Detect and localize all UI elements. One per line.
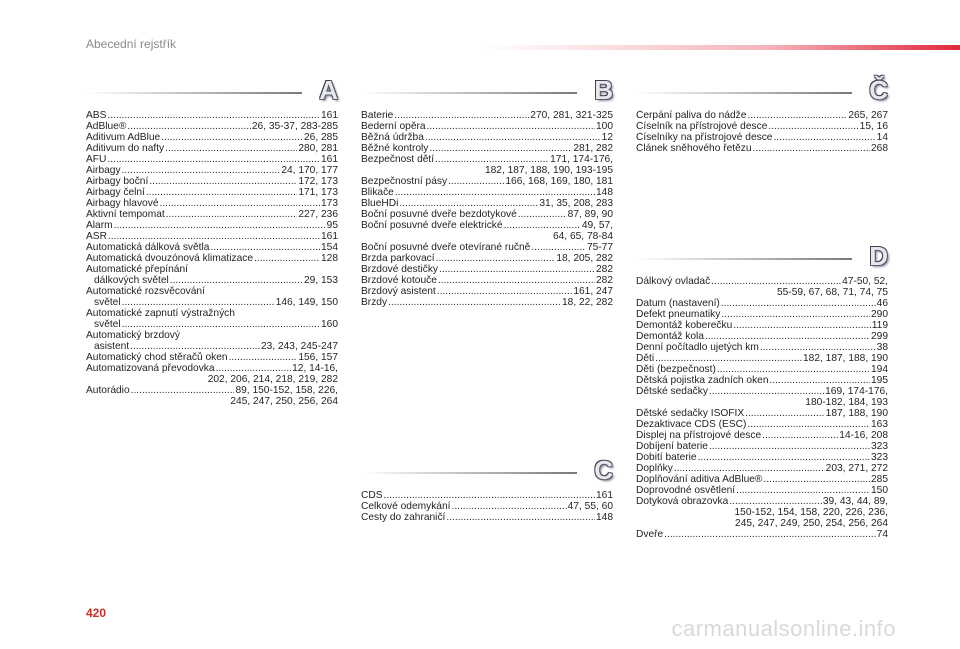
index-entry: [86, 187, 338, 198]
index-entry: [636, 276, 888, 287]
entry-pages: 160: [321, 319, 338, 330]
entry-term: Aditivum do nafty: [86, 143, 165, 154]
section-a: [86, 75, 338, 407]
entry-pages: 38: [876, 342, 888, 353]
section-letter: B: [594, 75, 613, 105]
index-entry: [636, 463, 888, 474]
leader-dots: [114, 220, 326, 231]
entry-term: Brzda parkovací: [361, 253, 435, 264]
entry-pages: 39, 43, 44, 89,: [822, 496, 888, 507]
index-entry: [361, 110, 613, 121]
index-entry: [86, 297, 338, 308]
entry-pages: 161: [596, 490, 613, 501]
leader-dots: [446, 512, 595, 523]
index-entry: [361, 187, 613, 198]
entry-pages: 194: [871, 364, 888, 375]
entry-pages: 161: [321, 231, 338, 242]
leader-dots: [229, 352, 298, 363]
entry-term: Děti: [636, 353, 655, 364]
entry-term: Brzdové kotouče: [361, 275, 437, 286]
entry-pages: 14-16, 208: [839, 430, 888, 441]
section-c: [361, 455, 613, 523]
entry-term: AdBlue®: [86, 121, 127, 132]
entry-pages: 173: [321, 198, 338, 209]
index-entry: [361, 242, 613, 253]
section-letter: D: [869, 241, 888, 271]
leader-dots: [127, 121, 251, 132]
entry-term: Defekt pneumatiky: [636, 309, 721, 320]
entry-term: Automatická dálková světla: [86, 242, 210, 253]
leader-dots: [747, 110, 847, 121]
index-entry: [361, 121, 613, 132]
entry-pages: 23, 243, 245-247: [260, 341, 338, 352]
entry-pages: 146, 149, 150: [275, 297, 338, 308]
leader-dots: [170, 275, 303, 286]
leader-dots: [399, 198, 538, 209]
index-entry: [361, 154, 613, 165]
index-entry: [636, 419, 888, 430]
entry-pages-continued: 150-152, 154, 158, 220, 226, 236,: [734, 507, 888, 518]
leader-dots: [161, 132, 303, 143]
entry-term: AFU: [86, 154, 107, 165]
entry-pages: 89, 150-152, 158, 226,: [235, 385, 338, 396]
entry-term: Bezpečnostní pásy: [361, 176, 448, 187]
index-entry: [636, 320, 888, 331]
index-entry: [86, 231, 338, 242]
index-entry: [636, 132, 888, 143]
leader-dots: [122, 297, 275, 308]
section-divider-line: [636, 258, 852, 260]
entry-pages-continued: 55-59, 67, 68, 71, 74, 75: [776, 287, 888, 298]
index-entry: [86, 385, 338, 396]
index-entry: [636, 110, 888, 121]
entry-pages: 161: [321, 154, 338, 165]
entry-pages: 100: [596, 121, 613, 132]
section-d: [636, 241, 888, 540]
entry-pages-continued: 245, 247, 250, 256, 264: [230, 396, 338, 407]
entry-term: Boční posuvné dveře bezdotykové: [361, 209, 517, 220]
leader-dots: [451, 501, 566, 512]
entry-term: Číselníky na přístrojové desce: [636, 132, 773, 143]
entry-term: Bederní opěra: [361, 121, 426, 132]
leader-dots: [698, 452, 870, 463]
index-entry: [86, 275, 338, 286]
leader-dots: [210, 242, 320, 253]
leader-dots: [427, 121, 595, 132]
entry-term: Aditivum AdBlue: [86, 132, 161, 143]
index-entry: [361, 176, 613, 187]
leader-dots: [165, 143, 297, 154]
index-entry: [86, 341, 338, 352]
leader-dots: [531, 242, 586, 253]
entry-pages: 182, 187, 188, 190: [803, 353, 888, 364]
index-entry: [86, 220, 338, 231]
header-accent-bar: [480, 45, 960, 50]
leader-dots: [254, 253, 320, 264]
entry-pages: 31, 35, 208, 283: [539, 198, 613, 209]
index-entry: [86, 253, 338, 264]
entry-term: Boční posuvné dveře otevírané ručně: [361, 242, 531, 253]
leader-dots: [160, 198, 321, 209]
entry-term: Airbagy čelní: [86, 187, 145, 198]
entry-pages-continued: 245, 247, 249, 250, 254, 256, 264: [735, 518, 888, 529]
section-letter: Č: [869, 75, 888, 105]
index-entry: [636, 452, 888, 463]
entry-term: Airbagy: [86, 165, 121, 176]
index-entry: [361, 132, 613, 143]
entry-term: Brzdový asistent: [361, 286, 436, 297]
section-ch: [636, 75, 888, 154]
index-entry: [636, 408, 888, 419]
leader-dots: [745, 408, 825, 419]
entry-term: Doplňování aditiva AdBlue®: [636, 474, 763, 485]
entry-pages: 95: [326, 220, 338, 231]
leader-dots: [149, 176, 297, 187]
entry-pages: 166, 168, 169, 180, 181: [505, 176, 613, 187]
leader-dots: [664, 529, 875, 540]
entry-pages: 265, 267: [848, 110, 888, 121]
entry-pages: 18, 205, 282: [556, 253, 613, 264]
index-entry: [361, 297, 613, 308]
leader-dots: [122, 319, 320, 330]
entry-pages: 47-50, 52,: [842, 276, 888, 287]
entry-term: ABS: [86, 110, 107, 121]
entry-subterm: asistent: [94, 341, 130, 352]
entry-term: Airbagy boční: [86, 176, 149, 187]
entry-term: Baterie: [361, 110, 394, 121]
entry-subterm: světel: [94, 297, 121, 308]
entry-pages: 148: [596, 512, 613, 523]
leader-dots: [655, 353, 802, 364]
leader-dots: [436, 253, 556, 264]
index-entry: [636, 309, 888, 320]
entry-term: Denní počítadlo ujetých km: [636, 342, 759, 353]
leader-dots: [711, 276, 841, 287]
index-header-title: Abecední rejstřík: [86, 37, 177, 51]
leader-dots: [770, 375, 870, 386]
entry-pages: 163: [871, 419, 888, 430]
entry-pages: 171, 174-176,: [550, 154, 613, 165]
entry-pages: 161: [321, 110, 338, 121]
leader-dots: [736, 485, 870, 496]
entry-term: Brzdy: [361, 297, 388, 308]
entry-term: Demontáž koberečku: [636, 320, 733, 331]
index-entry: [86, 352, 338, 363]
leader-dots: [762, 430, 838, 441]
index-entry-heading: Automatický brzdový: [86, 330, 180, 341]
entry-pages: 268: [871, 143, 888, 154]
entry-term: Dětské sedačky ISOFIX: [636, 408, 745, 419]
leader-dots: [760, 342, 876, 353]
entry-pages: 323: [871, 452, 888, 463]
entry-term: Displej na přístrojové desce: [636, 430, 762, 441]
entry-term: BlueHDi: [361, 198, 399, 209]
leader-dots: [729, 496, 822, 507]
entry-pages: 29, 153: [304, 275, 338, 286]
index-entry: [86, 319, 338, 330]
entry-term: Dotyková obrazovka: [636, 496, 729, 507]
index-entry: [636, 331, 888, 342]
index-entry: [636, 353, 888, 364]
leader-dots: [131, 385, 235, 396]
entry-pages: 150: [871, 485, 888, 496]
entry-pages: 74: [876, 529, 888, 540]
leader-dots: [425, 132, 601, 143]
index-entry: [86, 242, 338, 253]
entry-pages: 299: [871, 331, 888, 342]
entry-term: Dětské sedačky: [636, 386, 708, 397]
leader-dots: [107, 110, 320, 121]
entry-term: Běžná údržba: [361, 132, 424, 143]
entry-pages: 12, 14-16,: [292, 363, 338, 374]
entry-pages-continued: 182, 187, 188, 190, 193-195: [484, 165, 613, 176]
index-entry: [361, 275, 613, 286]
leader-dots: [216, 363, 292, 374]
leader-dots: [146, 187, 297, 198]
watermark: carmanualsonline.info: [671, 616, 896, 641]
index-entry: [636, 529, 888, 540]
leader-dots: [705, 331, 870, 342]
index-entry: [86, 143, 338, 154]
entry-term: Alarm: [86, 220, 113, 231]
entry-pages: 18, 22, 282: [562, 297, 613, 308]
leader-dots: [717, 364, 870, 375]
entry-pages: 49, 57,: [581, 220, 613, 231]
entry-subterm: světel: [94, 319, 121, 330]
section-header: [361, 75, 613, 110]
entry-term: Číselník na přístrojové desce: [636, 121, 768, 132]
leader-dots: [721, 309, 870, 320]
index-entry: [86, 363, 338, 374]
index-entry-heading: Automatické zapnutí výstražných: [86, 308, 235, 319]
index-entry: [361, 501, 613, 512]
entry-term: Automatizovaná převodovka: [86, 363, 215, 374]
entry-term: Aktivní tempomat: [86, 209, 165, 220]
section-header: [86, 75, 338, 110]
leader-dots: [435, 154, 549, 165]
index-entry: [86, 176, 338, 187]
section-divider-line: [86, 92, 302, 94]
section-divider-line: [361, 472, 577, 474]
index-entry: [361, 220, 613, 231]
index-entry: [636, 121, 888, 132]
entry-term: Automatická dvouzónová klimatizace: [86, 253, 254, 264]
leader-dots: [130, 341, 260, 352]
entry-pages: 154: [321, 242, 338, 253]
entry-pages: 24, 170, 177: [281, 165, 338, 176]
index-entry: [86, 154, 338, 165]
leader-dots: [773, 132, 875, 143]
entry-pages: 46: [876, 298, 888, 309]
index-entry-heading: Automatické rozsvěcování: [86, 286, 205, 297]
entry-pages: 187, 188, 190: [825, 408, 888, 419]
leader-dots: [395, 187, 595, 198]
leader-dots: [448, 176, 504, 187]
index-entry: [86, 110, 338, 121]
entry-term: Cesty do zahraničí: [361, 512, 446, 523]
index-entry: [636, 430, 888, 441]
entry-pages: 172, 173: [298, 176, 338, 187]
index-entry: [86, 165, 338, 176]
entry-pages: 87, 89, 90: [567, 209, 613, 220]
entry-pages-continued: 64, 65, 78-84: [552, 231, 613, 242]
entry-pages: 280, 281: [298, 143, 338, 154]
entry-pages: 156, 157: [298, 352, 338, 363]
index-entry: [636, 143, 888, 154]
entry-pages: 171, 173: [298, 187, 338, 198]
entry-term: Autorádio: [86, 385, 130, 396]
index-entry: [636, 386, 888, 397]
entry-term: Dveře: [636, 529, 664, 540]
entry-term: Demontáž kola: [636, 331, 704, 342]
leader-dots: [747, 419, 870, 430]
index-entry: [361, 198, 613, 209]
entry-term: Čerpání paliva do nádže: [636, 110, 747, 121]
entry-term: Airbagy hlavové: [86, 198, 159, 209]
entry-term: Boční posuvné dveře elektrické: [361, 220, 503, 231]
leader-dots: [721, 298, 876, 309]
index-entry: [361, 512, 613, 523]
section-letter: C: [594, 455, 613, 485]
leader-dots: [437, 286, 573, 297]
entry-term: Blikače: [361, 187, 394, 198]
entry-pages: 148: [596, 187, 613, 198]
section-letter: A: [319, 75, 338, 105]
entry-term: Článek sněhového řetězu: [636, 143, 752, 154]
section-header: [361, 455, 613, 490]
entry-pages: 15, 16: [859, 121, 888, 132]
section-b: [361, 75, 613, 308]
entry-pages: 169, 174-176,: [825, 386, 888, 397]
entry-term: Bezpečnost dětí: [361, 154, 435, 165]
leader-dots: [166, 209, 298, 220]
entry-term: Doplňky: [636, 463, 673, 474]
leader-dots: [768, 121, 858, 132]
index-entry: [361, 286, 613, 297]
entry-pages: 323: [871, 441, 888, 452]
index-entry: [636, 364, 888, 375]
index-entry: [636, 496, 888, 507]
entry-term: Běžné kontroly: [361, 143, 429, 154]
index-entry: [86, 209, 338, 220]
entry-term: CDS: [361, 490, 383, 501]
entry-pages: 119: [871, 320, 888, 331]
leader-dots: [674, 463, 825, 474]
leader-dots: [763, 474, 870, 485]
entry-term: Dětská pojistka zadních oken: [636, 375, 769, 386]
entry-term: Automatický chod stěračů oken: [86, 352, 228, 363]
leader-dots: [122, 165, 281, 176]
leader-dots: [518, 209, 567, 220]
section-divider-line: [636, 92, 852, 94]
leader-dots: [429, 143, 572, 154]
leader-dots: [107, 154, 320, 165]
index-entry: [86, 132, 338, 143]
leader-dots: [504, 220, 581, 231]
entry-subterm: dálkových světel: [94, 275, 169, 286]
entry-term: Brzdové destičky: [361, 264, 439, 275]
index-entry: [361, 264, 613, 275]
entry-term: ASR: [86, 231, 107, 242]
index-entry: [636, 441, 888, 452]
entry-pages: 128: [321, 253, 338, 264]
index-entry: [636, 485, 888, 496]
entry-term: Dobití baterie: [636, 452, 697, 463]
entry-pages-continued: 202, 206, 214, 218, 219, 282: [207, 374, 338, 385]
entry-pages: 203, 271, 272: [825, 463, 888, 474]
index-entry: [636, 474, 888, 485]
leader-dots: [753, 143, 870, 154]
entry-pages: 12: [601, 132, 613, 143]
leader-dots: [394, 110, 529, 121]
entry-pages: 282: [596, 275, 613, 286]
leader-dots: [709, 441, 870, 452]
index-entry: [636, 375, 888, 386]
entry-pages: 290: [871, 309, 888, 320]
entry-term: Dálkový ovladač: [636, 276, 711, 287]
index-entry: [361, 143, 613, 154]
entry-pages: 227, 236: [298, 209, 338, 220]
entry-pages: 195: [871, 375, 888, 386]
entry-pages: 270, 281, 321-325: [530, 110, 613, 121]
entry-pages-continued: 180-182, 184, 193: [805, 397, 888, 408]
section-divider-line: [361, 92, 577, 94]
leader-dots: [733, 320, 870, 331]
entry-pages: 26, 285: [304, 132, 338, 143]
index-entry-heading: Automatické přepínání: [86, 264, 188, 275]
entry-term: Dobíjení baterie: [636, 441, 708, 452]
section-header: [636, 75, 888, 110]
entry-pages: 75-77: [586, 242, 613, 253]
leader-dots: [108, 231, 320, 242]
entry-term: Datum (nastavení): [636, 298, 720, 309]
leader-dots: [438, 275, 595, 286]
index-entry: [636, 298, 888, 309]
entry-term: Děti (bezpečnost): [636, 364, 716, 375]
entry-pages: 285: [871, 474, 888, 485]
leader-dots: [709, 386, 824, 397]
leader-dots: [384, 490, 595, 501]
index-entry: [361, 209, 613, 220]
index-entry: [636, 342, 888, 353]
leader-dots: [388, 297, 561, 308]
entry-pages: 47, 55, 60: [567, 501, 613, 512]
index-entry: [86, 198, 338, 209]
entry-pages: 281, 282: [573, 143, 613, 154]
entry-pages: 282: [596, 264, 613, 275]
entry-pages: 26, 35-37, 283-285: [251, 121, 338, 132]
index-entry: [86, 121, 338, 132]
section-header: [636, 241, 888, 276]
entry-pages: 161, 247: [573, 286, 613, 297]
index-entry: [361, 490, 613, 501]
entry-term: Dezaktivace CDS (ESC): [636, 419, 747, 430]
leader-dots: [439, 264, 595, 275]
entry-term: Doprovodné osvětlení: [636, 485, 736, 496]
entry-pages: 14: [876, 132, 888, 143]
entry-term: Celkové odemykání: [361, 501, 451, 512]
index-entry: [361, 253, 613, 264]
page-number: 420: [86, 606, 107, 620]
